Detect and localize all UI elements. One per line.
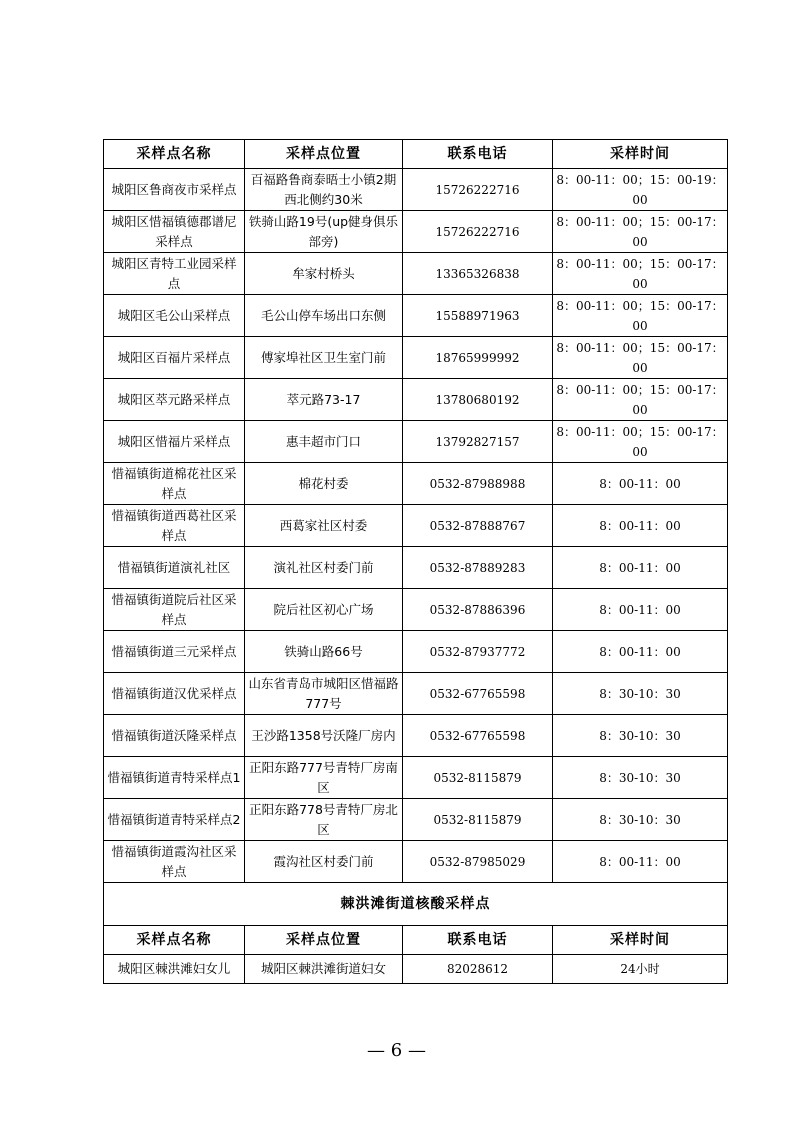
site-time-cell: 8：00-11：00；15：00-17：00 [553, 337, 728, 379]
site-time-cell: 8：00-11：00 [553, 463, 728, 505]
site-time-cell: 8：00-11：00；15：00-19：00 [553, 169, 728, 211]
site-time-cell: 8：00-11：00 [553, 505, 728, 547]
site-location-cell: 城阳区棘洪滩街道妇女 [245, 955, 403, 984]
site-location-cell: 霞沟社区村委门前 [245, 841, 403, 883]
site-phone-cell: 0532-87889283 [403, 547, 553, 589]
site-location-cell: 惠丰超市门口 [245, 421, 403, 463]
site-time-cell: 8：00-11：00；15：00-17：00 [553, 211, 728, 253]
site-name-cell: 惜福镇街道汉优采样点 [104, 673, 245, 715]
table-row [104, 799, 728, 841]
site-location-cell: 正阳东路777号青特厂房南区 [245, 757, 403, 799]
page-number: — 6 — [367, 1040, 426, 1061]
header-location: 采样点位置 [245, 926, 403, 955]
site-phone-cell: 15588971963 [403, 295, 553, 337]
site-location-cell: 毛公山停车场出口东侧 [245, 295, 403, 337]
table-row [104, 757, 728, 799]
site-time-cell: 8：00-11：00；15：00-17：00 [553, 253, 728, 295]
site-location-cell: 院后社区初心广场 [245, 589, 403, 631]
header-phone: 联系电话 [403, 926, 553, 955]
table-row [104, 379, 728, 421]
site-phone-cell: 0532-67765598 [403, 715, 553, 757]
site-phone-cell: 0532-67765598 [403, 673, 553, 715]
section-title-row [104, 883, 728, 926]
table-header-row [104, 140, 728, 169]
site-name-cell: 城阳区百福片采样点 [104, 337, 245, 379]
site-time-cell: 8：00-11：00；15：00-17：00 [553, 295, 728, 337]
site-location-cell: 山东省青岛市城阳区惜福路777号 [245, 673, 403, 715]
site-name-cell: 惜福镇街道院后社区采样点 [104, 589, 245, 631]
site-phone-cell: 0532-8115879 [403, 799, 553, 841]
site-time-cell: 8：00-11：00；15：00-17：00 [553, 379, 728, 421]
table-row [104, 463, 728, 505]
header-name: 采样点名称 [104, 926, 245, 955]
site-location-cell: 百福路鲁商泰晤士小镇2期西北侧约30米 [245, 169, 403, 211]
site-name-cell: 惜福镇街道西葛社区采样点 [104, 505, 245, 547]
table-row [104, 505, 728, 547]
header-location: 采样点位置 [245, 140, 403, 169]
table-row [104, 169, 728, 211]
site-location-cell: 正阳东路778号青特厂房北区 [245, 799, 403, 841]
header-time: 采样时间 [553, 140, 728, 169]
site-time-cell: 24小时 [553, 955, 728, 984]
site-location-cell: 西葛家社区村委 [245, 505, 403, 547]
site-name-cell: 城阳区惜福镇德郡谱尼采样点 [104, 211, 245, 253]
section-title: 棘洪滩街道核酸采样点 [104, 883, 728, 926]
table-row [104, 421, 728, 463]
table-row [104, 631, 728, 673]
site-location-cell: 牟家村桥头 [245, 253, 403, 295]
site-time-cell: 8：00-11：00 [553, 631, 728, 673]
site-time-cell: 8：00-11：00 [553, 589, 728, 631]
site-time-cell: 8：00-11：00；15：00-17：00 [553, 421, 728, 463]
site-phone-cell: 0532-87988988 [403, 463, 553, 505]
site-time-cell: 8：30-10：30 [553, 757, 728, 799]
site-name-cell: 城阳区惜福片采样点 [104, 421, 245, 463]
header-time: 采样时间 [553, 926, 728, 955]
table-row [104, 295, 728, 337]
site-phone-cell: 13792827157 [403, 421, 553, 463]
sampling-sites-table-container [103, 139, 727, 984]
site-time-cell: 8：30-10：30 [553, 715, 728, 757]
site-phone-cell: 0532-87886396 [403, 589, 553, 631]
site-location-cell: 铁骑山路66号 [245, 631, 403, 673]
site-location-cell: 铁骑山路19号(up健身俱乐部旁) [245, 211, 403, 253]
table-row [104, 715, 728, 757]
table-row [104, 211, 728, 253]
table-row [104, 955, 728, 984]
site-phone-cell: 82028612 [403, 955, 553, 984]
table-row [104, 673, 728, 715]
site-location-cell: 傅家埠社区卫生室门前 [245, 337, 403, 379]
site-phone-cell: 15726222716 [403, 211, 553, 253]
header-phone: 联系电话 [403, 140, 553, 169]
table-row [104, 547, 728, 589]
site-name-cell: 惜福镇街道青特采样点2 [104, 799, 245, 841]
table-row [104, 841, 728, 883]
site-name-cell: 城阳区鲁商夜市采样点 [104, 169, 245, 211]
site-name-cell: 惜福镇街道演礼社区 [104, 547, 245, 589]
site-time-cell: 8：30-10：30 [553, 799, 728, 841]
site-time-cell: 8：00-11：00 [553, 547, 728, 589]
site-name-cell: 惜福镇街道霞沟社区采样点 [104, 841, 245, 883]
site-location-cell: 棉花村委 [245, 463, 403, 505]
site-name-cell: 惜福镇街道棉花社区采样点 [104, 463, 245, 505]
site-name-cell: 城阳区棘洪滩妇女儿 [104, 955, 245, 984]
site-name-cell: 惜福镇街道三元采样点 [104, 631, 245, 673]
table-body [104, 140, 728, 984]
table-row [104, 253, 728, 295]
site-location-cell: 萃元路73-17 [245, 379, 403, 421]
header-name: 采样点名称 [104, 140, 245, 169]
site-phone-cell: 0532-8115879 [403, 757, 553, 799]
sampling-sites-table [103, 139, 728, 984]
section-header-row [104, 926, 728, 955]
site-phone-cell: 0532-87937772 [403, 631, 553, 673]
site-name-cell: 城阳区青特工业园采样点 [104, 253, 245, 295]
site-time-cell: 8：00-11：00 [553, 841, 728, 883]
site-phone-cell: 13780680192 [403, 379, 553, 421]
site-phone-cell: 13365326838 [403, 253, 553, 295]
table-row [104, 589, 728, 631]
site-name-cell: 惜福镇街道青特采样点1 [104, 757, 245, 799]
site-phone-cell: 18765999992 [403, 337, 553, 379]
table-row [104, 337, 728, 379]
site-location-cell: 演礼社区村委门前 [245, 547, 403, 589]
site-phone-cell: 0532-87985029 [403, 841, 553, 883]
site-name-cell: 城阳区毛公山采样点 [104, 295, 245, 337]
site-name-cell: 城阳区萃元路采样点 [104, 379, 245, 421]
site-location-cell: 王沙路1358号沃隆厂房内 [245, 715, 403, 757]
site-time-cell: 8：30-10：30 [553, 673, 728, 715]
site-name-cell: 惜福镇街道沃隆采样点 [104, 715, 245, 757]
site-phone-cell: 15726222716 [403, 169, 553, 211]
site-phone-cell: 0532-87888767 [403, 505, 553, 547]
